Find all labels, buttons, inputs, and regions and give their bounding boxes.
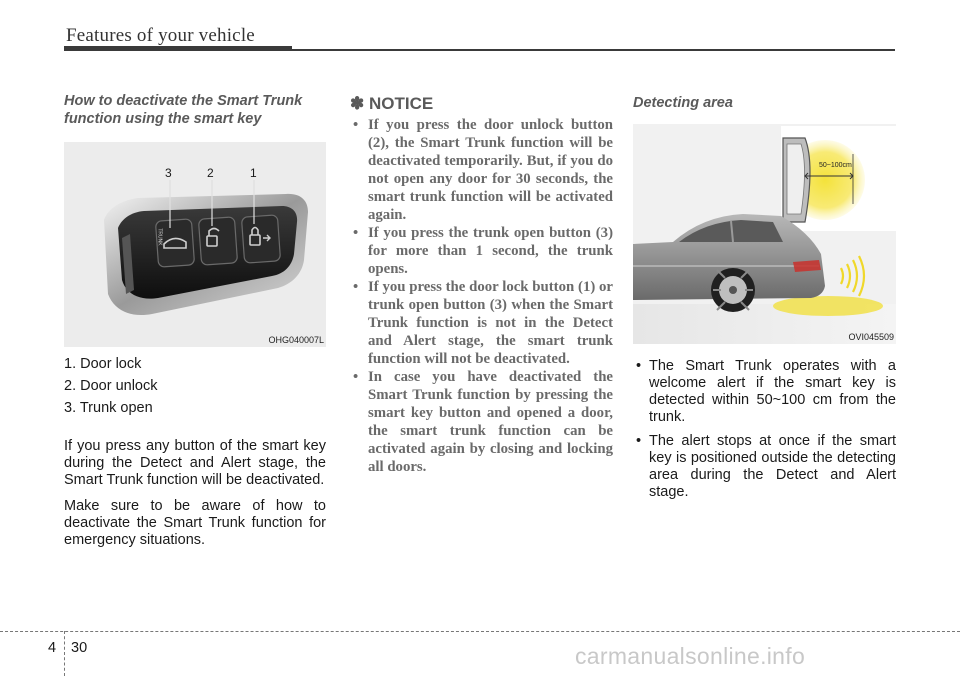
list-item: 3. Trunk open [64, 400, 153, 416]
detecting-area-illustration [633, 124, 896, 344]
detecting-area-figure [633, 124, 896, 344]
page-header-title: Features of your vehicle [66, 25, 255, 46]
list-item: 2. Door unlock [64, 378, 158, 394]
left-column [64, 92, 326, 549]
range-label: 50~100cm [819, 162, 852, 169]
detecting-bullets [633, 358, 896, 501]
header-rule-thin [292, 49, 895, 51]
list-item: • The Smart Trunk operates with a welcome alert if the smart key is detected within 50~100 cm from the trunk. [633, 358, 896, 426]
notice-column [350, 93, 613, 476]
list-item: • The alert stops at once if the smart key is positioned outside the detecting area during the Detect and Alert stage. [633, 433, 896, 501]
section-heading-detecting: Detecting area [633, 95, 733, 111]
header-rule-thick [64, 46, 292, 51]
section-number: 4 [48, 640, 57, 656]
notice-item: • If you press the door lock button (1) or trunk open button (3) when the Smart Trunk function is not in the Detect and Alert stage, the smart trunk function will not be deactivated. [350, 278, 613, 368]
footer-divider [64, 631, 65, 676]
notice-title: ✽ NOTICE [350, 94, 434, 113]
key-button-list [64, 353, 326, 419]
notice-item: • If you press the door unlock button (2), the Smart Trunk function will be deactivated temporarily. But, if you do not open any door for 30 seconds, the smart trunk function will be activated again. [350, 116, 613, 224]
paragraph-awareness: Make sure to be aware of how to deactivate the Smart Trunk function for emergency situations. [64, 498, 326, 548]
notice-list [350, 116, 613, 476]
footer-rule [0, 631, 960, 632]
notice-item: • In case you have deactivated the Smart Trunk function by pressing the smart key button and opened a door, the smart trunk function can be activated again by closing and locking all doors. [350, 368, 613, 476]
page-number: 30 [71, 640, 88, 656]
right-column [633, 94, 896, 508]
figure-code-area: OVI045509 [848, 332, 894, 342]
figure-code-key: OHG040007L [268, 335, 324, 345]
callout-2: 2 [207, 166, 214, 180]
callout-1: 1 [250, 166, 257, 180]
section-heading-deactivate: How to deactivate the Smart Trunk function using the smart key [64, 93, 303, 127]
list-item: 1. Door lock [64, 356, 142, 372]
watermark: carmanualsonline.info [575, 643, 806, 669]
smart-key-illustration [64, 142, 326, 347]
paragraph-deactivation: If you press any button of the smart key during the Detect and Alert stage, the Smart Trunk function will be deactivated. [64, 438, 326, 488]
smart-key-figure [64, 142, 326, 347]
notice-item: • If you press the trunk open button (3) for more than 1 second, the trunk opens. [350, 224, 613, 278]
callout-3: 3 [165, 166, 172, 180]
trunk-button-label: TRUNK [156, 228, 163, 246]
